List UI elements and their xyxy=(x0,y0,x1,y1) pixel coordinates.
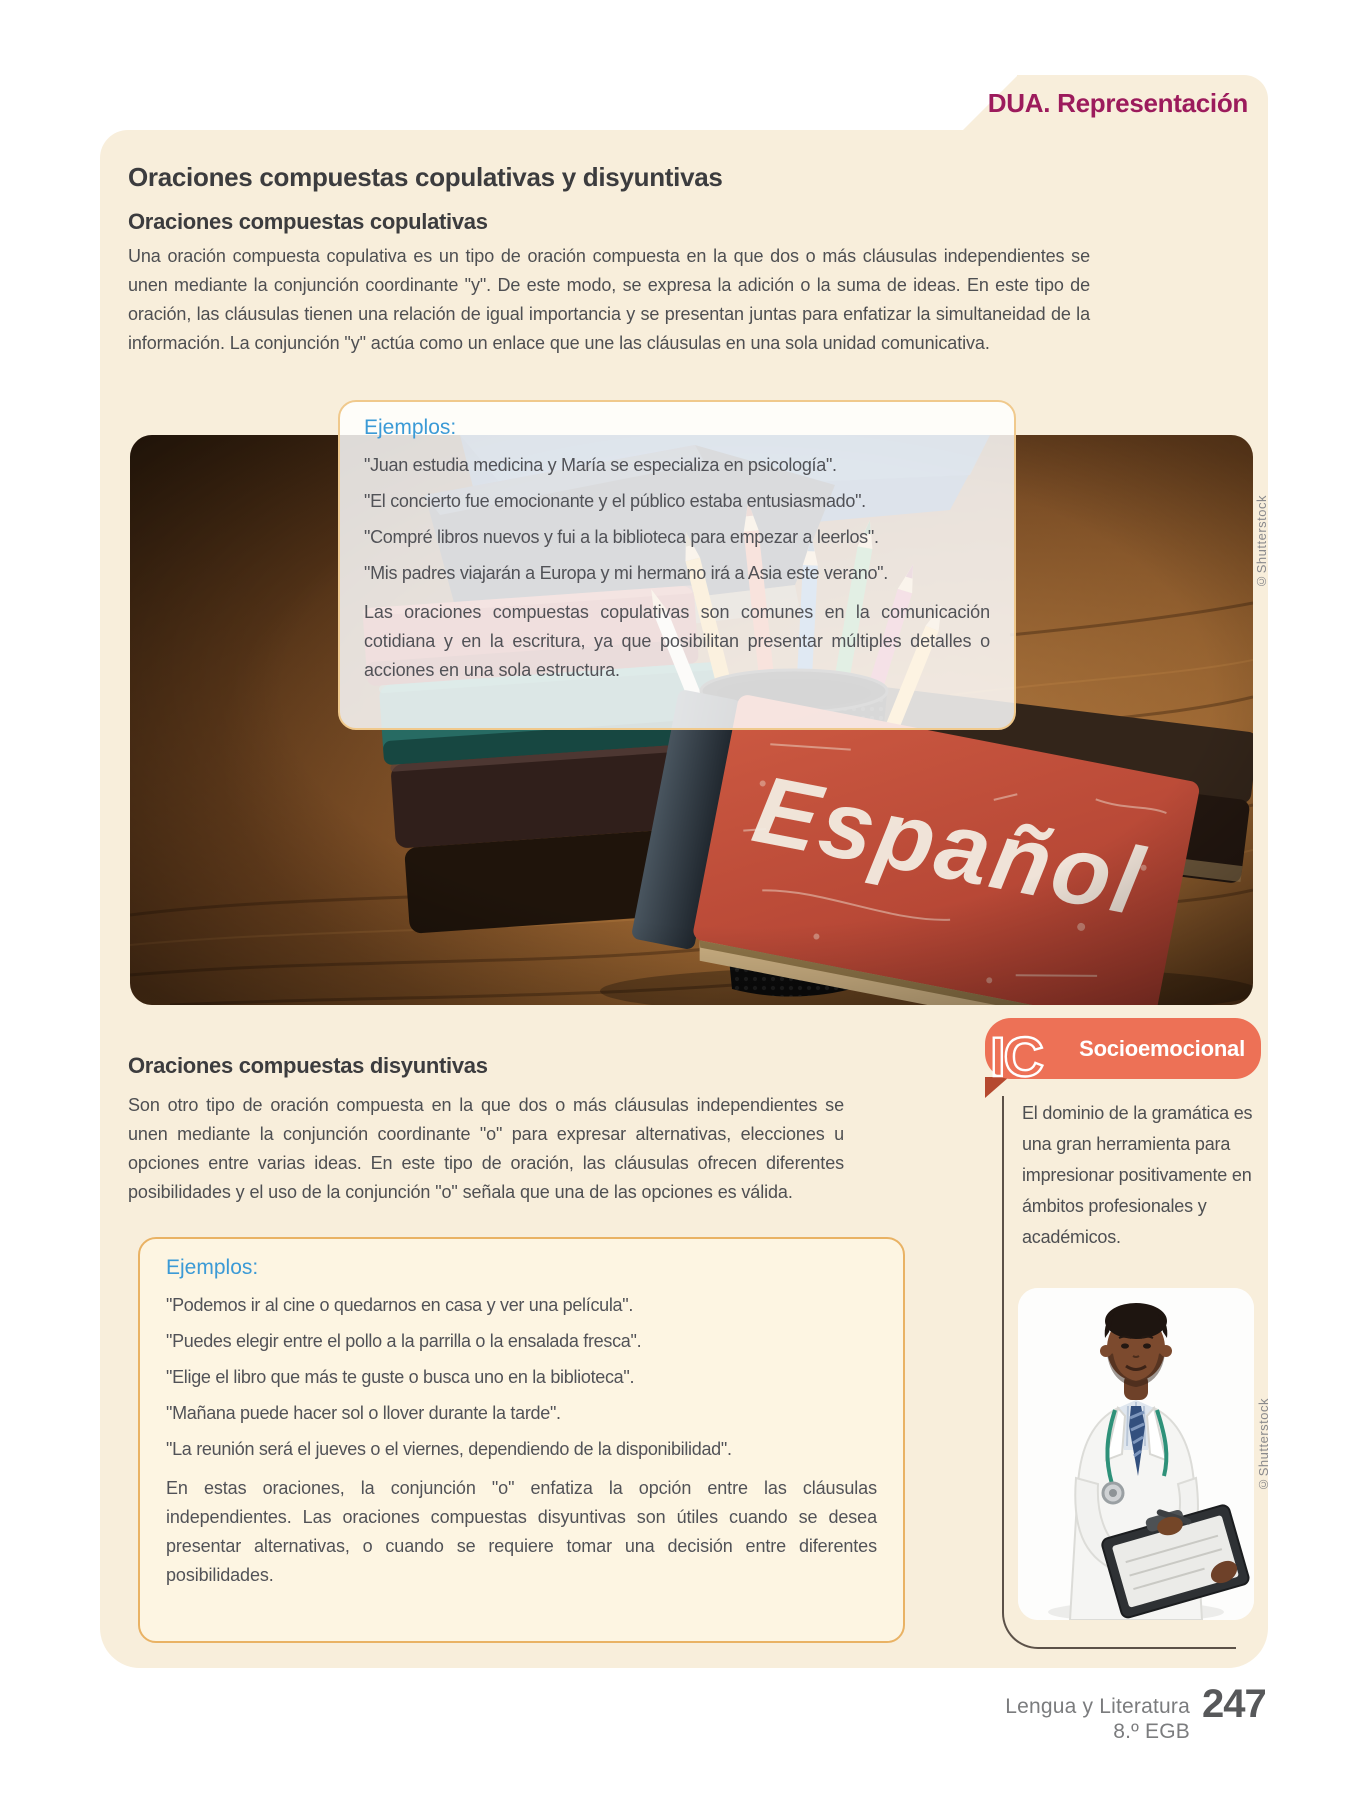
footer-book-info xyxy=(860,1694,1190,1744)
examples-note: Las oraciones compuestas copulativas son comunes en la comunicación cotidiana y en la escritura, ya que posibilitan presentar múltiples detalles o acciones en una sola estructura. xyxy=(364,602,990,680)
example-sentence: "Mañana puede hacer sol o llover durante la tarde". xyxy=(166,1403,561,1423)
dua-tab-text xyxy=(988,88,1248,119)
photo-credit: ©Shutterstock xyxy=(1254,495,1269,589)
example-sentence: "El concierto fue emocionante y el público estaba entusiasmado". xyxy=(364,491,866,511)
example-sentence: "Juan estudia medicina y María se especializa en psicología". xyxy=(364,455,837,475)
examples-title: Ejemplos: xyxy=(364,416,457,439)
example-sentence: "Mis padres viajarán a Europa y mi hermano irá a Asia este verano". xyxy=(364,563,888,583)
dua-tab xyxy=(987,75,1268,131)
example-sentence: "Compré libros nuevos y fui a la biblioteca para empezar a leerlos". xyxy=(364,527,879,547)
page-number: 247 xyxy=(1202,1682,1266,1726)
copulativas-heading: Oraciones compuestas copulativas xyxy=(128,209,488,235)
disyuntivas-heading: Oraciones compuestas disyuntivas xyxy=(128,1053,488,1079)
examples-list xyxy=(364,455,990,584)
disyuntivas-examples-box xyxy=(138,1237,905,1643)
disyuntivas-intro: Son otro tipo de oración compuesta en la que dos o más cláusulas independientes se unen mediante la conjunción coordinante "o" para expresar alternativas, elecciones u opciones entre varias ideas. En este tipo de oración, las cláusulas ofrecen diferentes posibilidades y el uso de la conjunción "o" señala que una de las opciones es válida. xyxy=(128,1095,844,1202)
example-sentence: "Podemos ir al cine o quedarnos en casa y ver una película". xyxy=(166,1295,634,1315)
footer-grade: 8.º EGB xyxy=(1113,1720,1190,1743)
socioemocional-label: Socioemocional xyxy=(1079,1035,1245,1061)
copulativas-intro: Una oración compuesta copulativa es un tipo de oración compuesta en la que dos o más cláusulas independientes se unen mediante la conjunción coordinante "y". De este modo, se expresa la adición o la suma de ideas. En este tipo de oración, las cláusulas tienen una relación de igual importancia y se presentan juntas para enfatizar la simultaneidad de la información. La conjunción "y" actúa como un enlace que une las cláusulas en una sola unidad comunicativa. xyxy=(128,246,1090,353)
doctor-photo xyxy=(1018,1288,1254,1620)
example-sentence: "Elige el libro que más te guste o busca uno en la biblioteca". xyxy=(166,1367,635,1387)
examples-note: En estas oraciones, la conjunción "o" enfatiza la opción entre las cláusulas independientes. Las oraciones compuestas disyuntivas son útiles cuando se desea presentar alternativas, o cuando se requiere tomar una decisión entre diferentes posibilidades. xyxy=(166,1478,877,1585)
example-sentence: "La reunión será el jueves o el viernes, dependiendo de la disponibilidad". xyxy=(166,1439,732,1459)
ic-logo-icon xyxy=(984,1024,1064,1090)
page-title: Oraciones compuestas copulativas y disyuntivas xyxy=(128,162,723,193)
footer-subject: Lengua y Literatura xyxy=(1005,1695,1190,1718)
example-sentence: "Puedes elegir entre el pollo a la parrilla o la ensalada fresca". xyxy=(166,1331,642,1351)
photo-credit: ©Shutterstock xyxy=(1256,1398,1271,1492)
examples-list xyxy=(166,1295,877,1460)
dua-label: Representación xyxy=(1057,87,1248,118)
doctor-illustration xyxy=(1018,1288,1254,1620)
examples-title: Ejemplos: xyxy=(166,1256,259,1279)
copulativas-examples-box xyxy=(338,400,1016,730)
sidebar-text: El dominio de la gramática es una gran herramienta para impresionar positivamente en ámbitos profesionales y académicos. xyxy=(1022,1103,1253,1247)
svg-text:IC: IC xyxy=(990,1025,1042,1088)
dua-prefix: DUA. xyxy=(987,87,1051,118)
